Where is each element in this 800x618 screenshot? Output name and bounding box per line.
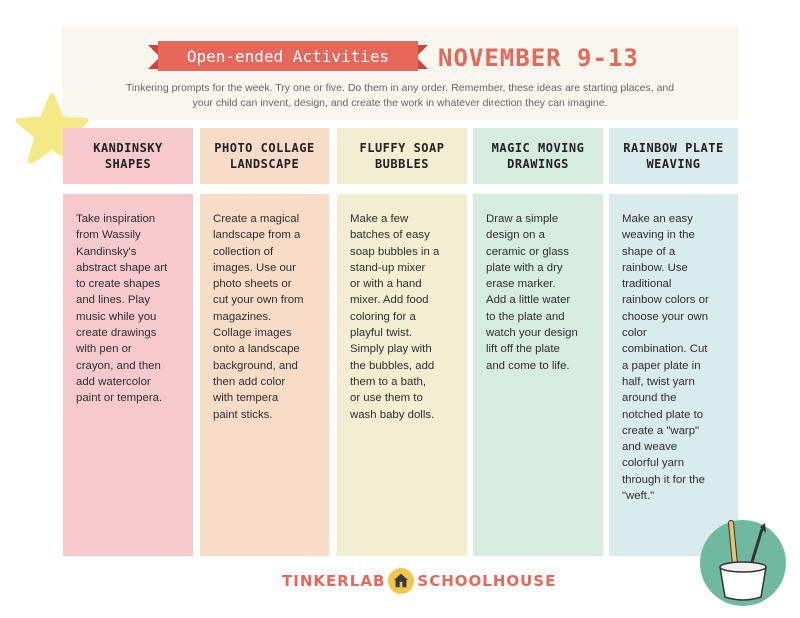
- activity-description-kandinsky: Take inspiration from Wassily Kandinsky's abstract shape art to create shapes and lines. Play music while you create drawings with pen or crayon, and then add watercolor paint or tempera.: [63, 194, 193, 556]
- intro-text: Tinkering prompts for the week. Try one or five. Do them in any order. Remember, these ideas are starting places, and your child can invent, design, and create the work in whatever direction they can imagine.: [125, 82, 675, 109]
- date-title: NOVEMBER 9-13: [438, 44, 639, 72]
- ribbon-label: Open-ended Activities: [186, 47, 390, 66]
- title-ribbon: [148, 41, 428, 73]
- brand-right: SCHOOLHOUSE: [417, 572, 557, 590]
- activity-title-kandinsky: KANDINSKY SHAPES: [63, 128, 193, 184]
- cup-with-brushes-icon: [698, 515, 788, 612]
- activity-description-photo-collage: Create a magical landscape from a collection of images. Use our photo sheets or cut your own from magazines. Collage images onto a landscape background, and then add color with tempera paint sticks.: [200, 194, 329, 556]
- activity-description-rainbow-weaving: Make an easy weaving in the shape of a rainbow. Use traditional rainbow colors or choose your own color combination. Cut a paper plate in half, twist yarn around the notched plate to create a "warp" and weave colorful yarn through it for the "weft.": [609, 194, 738, 556]
- activity-title-photo-collage: PHOTO COLLAGE LANDSCAPE: [200, 128, 329, 184]
- brand-left: TINKERLAB: [282, 572, 386, 590]
- activity-description-soap-bubbles: Make a few batches of easy soap bubbles in a stand-up mixer or with a hand mixer. Add food coloring for a playful twist. Simply play with the bubbles, add them to a bath, or use them to wash baby dolls.: [337, 194, 467, 556]
- brand-logo: [282, 566, 556, 596]
- activity-description-magic-drawings: Draw a simple design on a ceramic or glass plate with a dry erase marker. Add a little water to the plate and watch your design lift off the plate and come to life.: [473, 194, 603, 556]
- activity-title-magic-drawings: MAGIC MOVING DRAWINGS: [473, 128, 603, 184]
- schoolhouse-logo-icon: [388, 568, 414, 594]
- activity-title-rainbow-weaving: RAINBOW PLATE WEAVING: [609, 128, 738, 184]
- activity-title-soap-bubbles: FLUFFY SOAP BUBBLES: [337, 128, 467, 184]
